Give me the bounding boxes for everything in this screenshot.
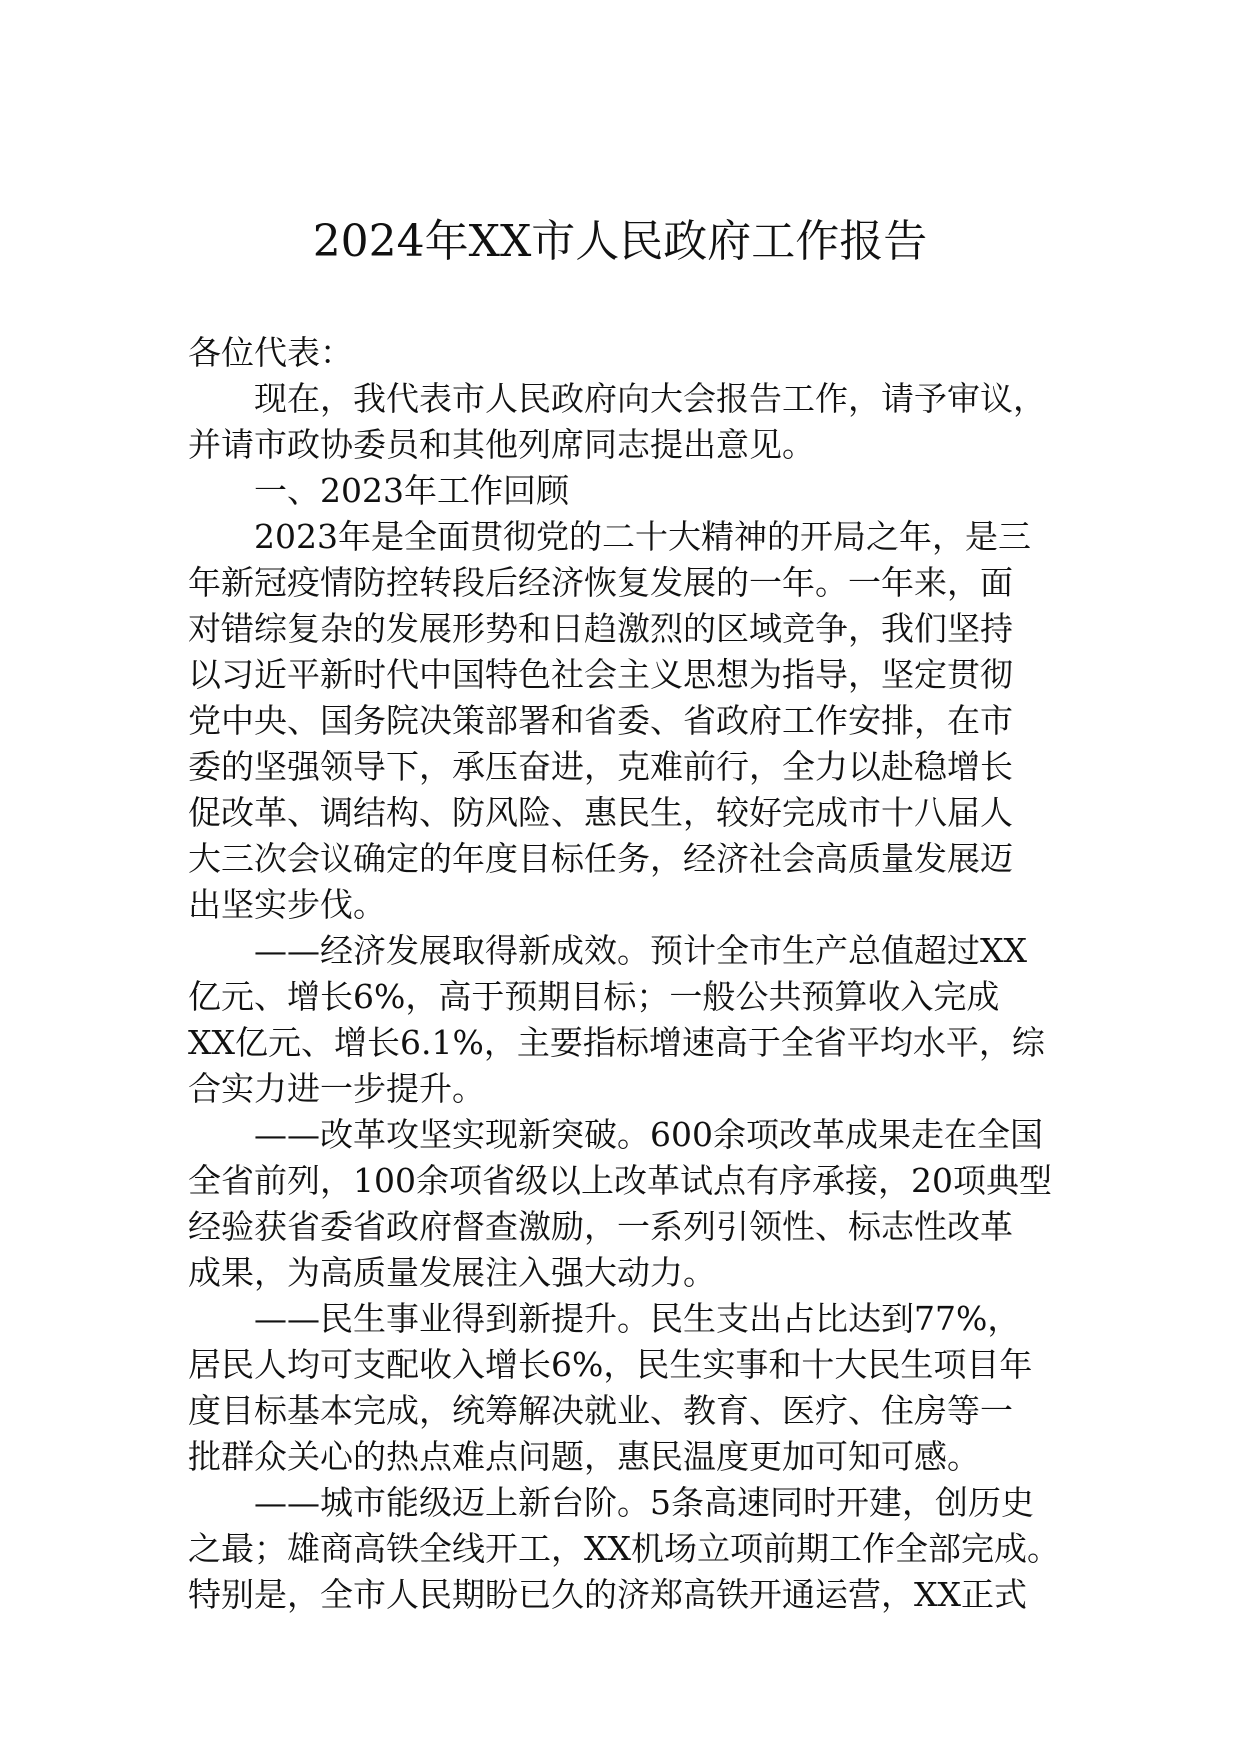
document-body — [188, 330, 1088, 1618]
text-line: 促改革、调结构、防风险、惠民生，较好完成市十八届人 — [188, 793, 1013, 832]
text-line: 全省前列，100余项省级以上改革试点有序承接，20项典型 — [188, 1161, 1052, 1200]
text-line: XX亿元、增长6.1%，主要指标增速高于全省平均水平，综 — [188, 1023, 1045, 1062]
text-line: 经验获省委省政府督查激励，一系列引领性、标志性改革 — [188, 1207, 1013, 1246]
text-line: 以习近平新时代中国特色社会主义思想为指导，坚定贯彻 — [188, 655, 1013, 694]
text-line: 之最；雄商高铁全线开工，XX机场立项前期工作全部完成。 — [188, 1529, 1060, 1568]
text-line: ——民生事业得到新提升。民生支出占比达到77%， — [254, 1299, 1021, 1338]
text-line: 现在，我代表市人民政府向大会报告工作，请予审议， — [254, 379, 1046, 418]
text-line: 居民人均可支配收入增长6%，民生实事和十大民生项目年 — [188, 1345, 1033, 1384]
text-line: 出坚实步伐。 — [188, 885, 386, 924]
text-line: 亿元、增长6%，高于预期目标；一般公共预算收入完成 — [188, 977, 1000, 1016]
text-line: 大三次会议确定的年度目标任务，经济社会高质量发展迈 — [188, 839, 1013, 878]
text-line: 对错综复杂的发展形势和日趋激烈的区域竞争，我们坚持 — [188, 609, 1013, 648]
text-line: ——城市能级迈上新台阶。5条高速同时开建，创历史 — [254, 1483, 1034, 1522]
text-line: 一、2023年工作回顾 — [254, 471, 569, 510]
text-line: 成果，为高质量发展注入强大动力。 — [188, 1253, 716, 1292]
text-line: ——经济发展取得新成效。预计全市生产总值超过XX — [254, 931, 1027, 970]
text-line: 合实力进一步提升。 — [188, 1069, 485, 1108]
document-title: 2024年XX市人民政府工作报告 — [312, 216, 928, 267]
text-line: 2023年是全面贯彻党的二十大精神的开局之年，是三 — [254, 517, 1031, 556]
text-line: 党中央、国务院决策部署和省委、省政府工作安排，在市 — [188, 701, 1013, 740]
text-line: 委的坚强领导下，承压奋进，克难前行，全力以赴稳增长 — [188, 747, 1013, 786]
text-line: 批群众关心的热点难点问题，惠民温度更加可知可感。 — [188, 1437, 980, 1476]
text-line: 各位代表： — [188, 333, 353, 372]
text-line: 并请市政协委员和其他列席同志提出意见。 — [188, 425, 815, 464]
text-line: 度目标基本完成，统筹解决就业、教育、医疗、住房等一 — [188, 1391, 1013, 1430]
text-line: 年新冠疫情防控转段后经济恢复发展的一年。一年来，面 — [188, 563, 1013, 602]
text-line: 特别是，全市人民期盼已久的济郑高铁开通运营，XX正式 — [188, 1575, 1027, 1614]
text-line: ——改革攻坚实现新突破。600余项改革成果走在全国 — [254, 1115, 1043, 1154]
